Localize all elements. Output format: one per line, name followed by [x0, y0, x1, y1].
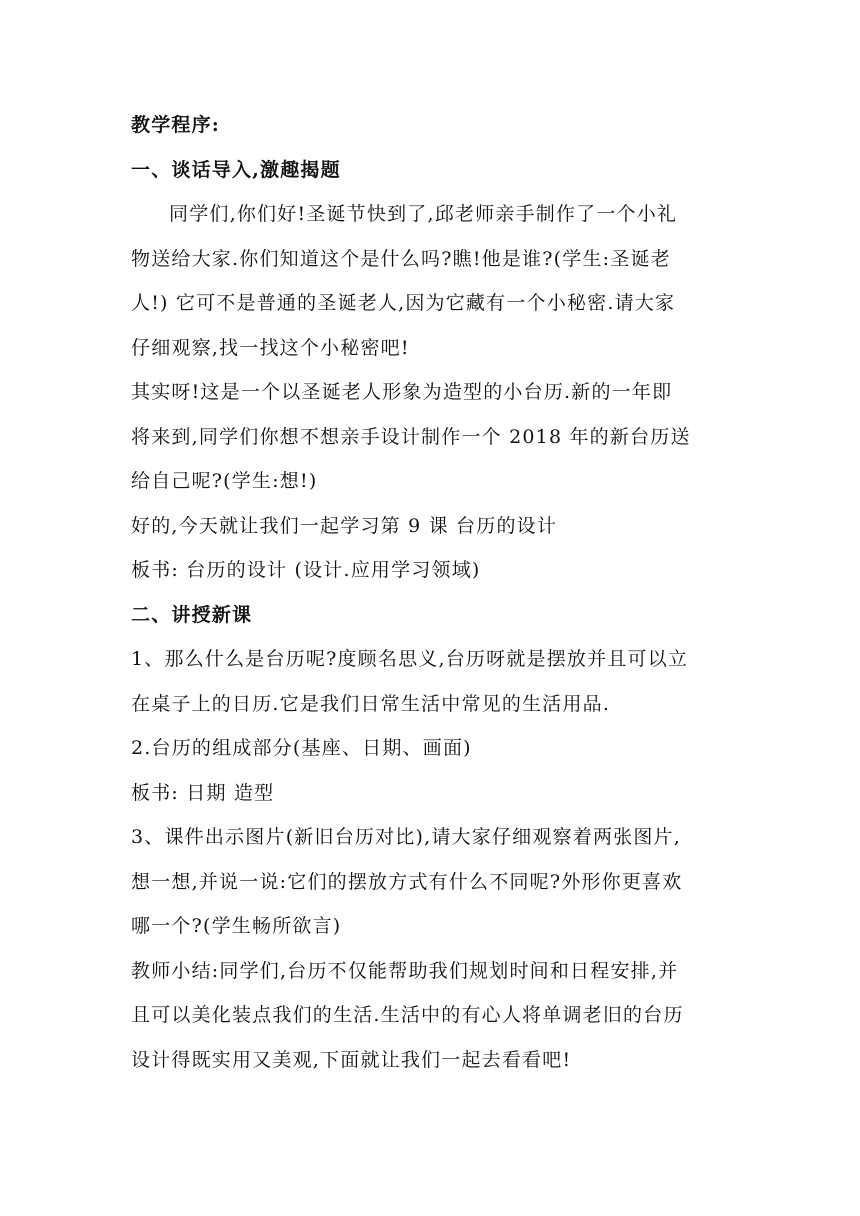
text-line: 1、那么什么是台历呢?度顾名思义,台历呀就是摆放并且可以立: [131, 648, 689, 670]
text-line: 设计得既实用又美观,下面就让我们一起去看看吧!: [131, 1048, 572, 1071]
intro-paragraph: [131, 197, 731, 365]
text-line: 哪一个?(学生畅所欲言): [131, 915, 342, 937]
components-line: 2.台历的组成部分(基座、日期、画面): [131, 737, 472, 759]
teacher-summary-paragraph: [131, 954, 731, 1077]
text-line: 且可以美化装点我们的生活.生活中的有心人将单调老旧的台历: [131, 1004, 684, 1026]
text-line: 同学们,你们好!圣诞节快到了,邱老师亲手制作了一个小礼: [169, 203, 678, 225]
text-line: 人!) 它可不是普通的圣诞老人,因为它藏有一个小秘密.请大家: [131, 292, 676, 314]
section-heading-intro: 一、谈话导入,激趣揭题: [131, 158, 341, 181]
text-line: 给自己呢?(学生:想!): [131, 470, 318, 492]
lesson-intro-line: 好的,今天就让我们一起学习第 9 课 台历的设计: [131, 514, 558, 537]
document-title: 教学程序:: [131, 114, 221, 136]
document-page: [131, 108, 731, 1087]
text-line: 物送给大家.你们知道这个是什么吗?瞧!他是谁?(学生:圣诞老: [131, 247, 671, 270]
text-line: 想一想,并说一说:它们的摆放方式有什么不同呢?外形你更喜欢: [131, 870, 683, 893]
calendar-intro-paragraph: [131, 375, 731, 498]
definition-paragraph: [131, 642, 731, 721]
blackboard-note: 板书: 日期 造型: [131, 781, 275, 804]
text-line: 在桌子上的日历.它是我们日常生活中常见的生活用品.: [131, 692, 611, 715]
blackboard-note: 板书: 台历的设计 (设计.应用学习领域): [131, 559, 481, 581]
text-line: 其实呀!这是一个以圣诞老人形象为造型的小台历.新的一年即: [131, 381, 673, 403]
text-line: 3、课件出示图片(新旧台历对比),请大家仔细观察着两张图片,: [131, 826, 681, 848]
section-heading-new-lesson: 二、讲授新课: [131, 603, 253, 626]
text-line: 仔细观察,找一找这个小秘密吧!: [131, 336, 410, 359]
comparison-paragraph: [131, 820, 731, 943]
text-line: 教师小结:同学们,台历不仅能帮助我们规划时间和日程安排,并: [131, 959, 679, 982]
text-line: 将来到,同学们你想不想亲手设计制作一个 2018 年的新台历送: [131, 425, 691, 448]
